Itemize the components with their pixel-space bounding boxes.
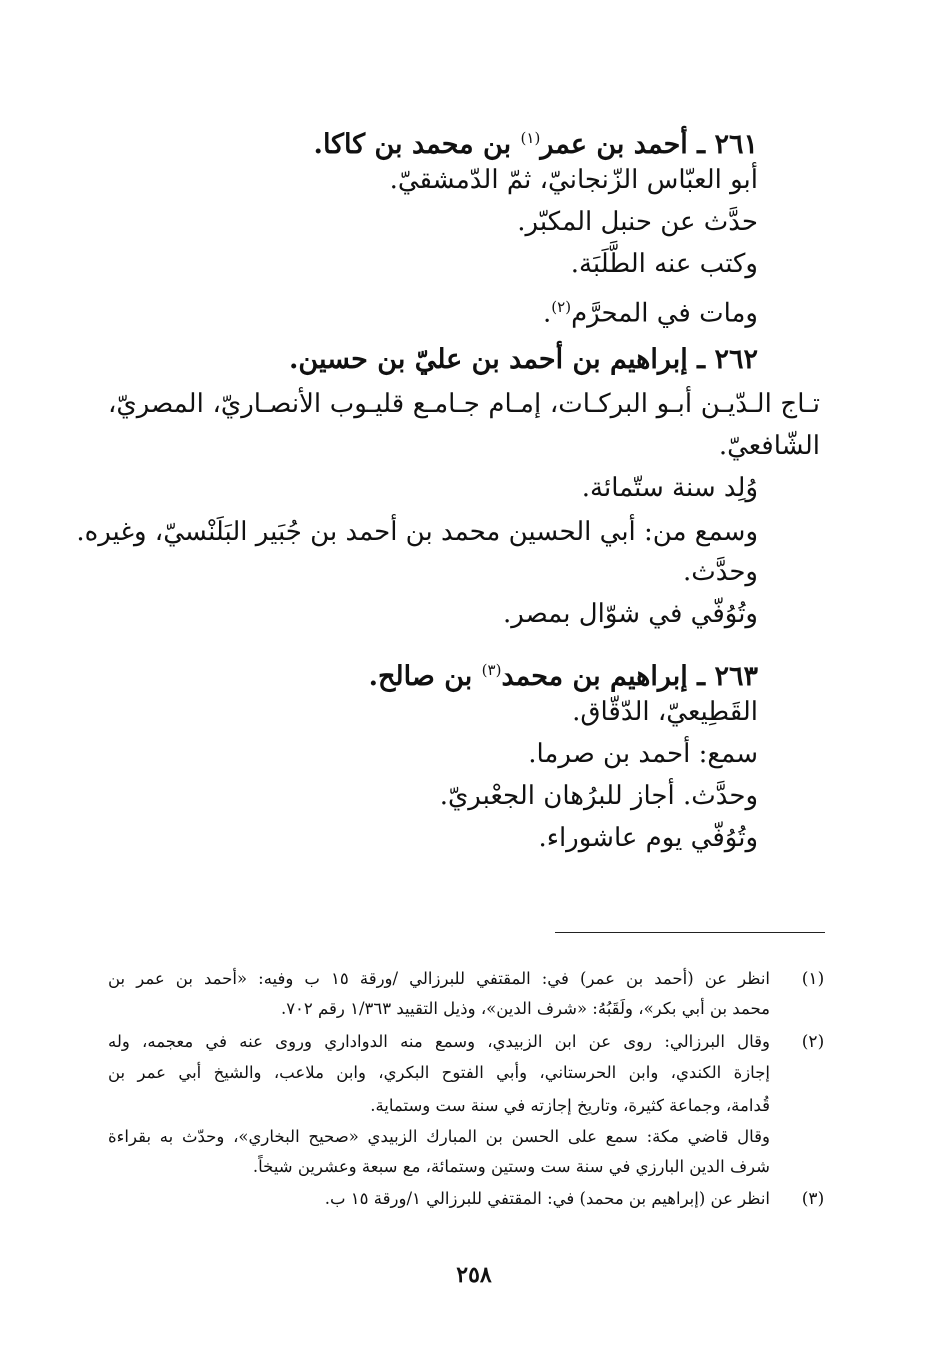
footnote-ref[interactable]: (١) [520, 129, 541, 147]
entry-heading: ٢٦١ ـ أحمد بن عمر$^{(١)}$ بن محمد بن كاكا. [313, 129, 758, 160]
footnote-line: انظر عن (أحمد بن عمر) في: المقتفي للبرزالي /ورقة ١٥ ب وفيه: «أحمد بن عمر بن [108, 969, 770, 988]
entry-line: أبو العبّاس الزّنجانيّ، ثمّ الدّمشقيّ. [389, 165, 758, 195]
footnote-line: إجازة الكندي، وابن الحرستاني، وأبي الفتوح البكري، وابن ملاعب، والشيخ أبي عمر بن [108, 1063, 770, 1082]
footnote-number: (٢) [801, 1032, 825, 1052]
page-number: ٢٥٨ [456, 1262, 492, 1288]
footnote-line: قُدامة، وجماعة كثيرة، وتاريخ إجازته في سنة ست وستماية. [370, 1096, 770, 1115]
entry-line: تـاج الـدّيـن أبـو البركـات، إمـام جـامـع قليـوب الأنصـاريّ، المصريّ، [108, 389, 820, 419]
footnote-line: وقال البرزالي: روى عن ابن الزبيدي، وسمع منه الدواداري وروى عنه في معجمه، وله [108, 1032, 770, 1051]
entry-heading: ٢٦٣ ـ إبراهيم بن محمد$^{(٣)}$ بن صالح. [368, 661, 758, 692]
entry-line: ومات في المحرَّم$^{(٢)}$. [543, 298, 758, 329]
footnote-line: انظر عن (إبراهيم بن محمد) في: المقتفي للبرزالي ١/ورقة ١٥ ب. [324, 1189, 770, 1208]
footnote-ref[interactable]: (٣) [481, 661, 502, 679]
footnote-line: محمد بن أبي بكر»، ولَقَبُهُ: «شرف الدين»، وذيل التقييد ١/٣٦٣ رقم ٧٠٢. [280, 999, 770, 1018]
entry-line: وحدَّث. أجاز للبرُهان الجعْبريّ. [439, 781, 758, 811]
entry-line: وكتب عنه الطَّلَبَة. [570, 249, 758, 279]
entry-line-continuation: الشّافعيّ. [718, 431, 820, 461]
entry-line: وتُوُفّي يوم عاشوراء. [538, 823, 758, 853]
footnote-line: شرف الدين البارزي في سنة ست وستين وستمائة، مع سبعة وعشرين شيخاً. [252, 1157, 770, 1176]
entry-line: وُلِد سنة ستّمائة. [581, 473, 758, 503]
entry-line: حدَّث عن حنبل المكبّر. [517, 207, 758, 237]
entry-line: وسمع من: أبي الحسين محمد بن أحمد بن جُبَير البَلَنْسيّ، وغيره. [76, 517, 758, 547]
entry-line: وتُوُفّي في شوّال بمصر. [503, 599, 758, 629]
entry-line: سمع: أحمد بن صرما. [528, 739, 758, 769]
footnote-number: (٣) [801, 1189, 825, 1209]
entry-line: وحدَّث. [682, 557, 758, 587]
footnote-ref[interactable]: (٢) [551, 298, 572, 316]
footnote-number: (١) [801, 969, 825, 989]
footnote-line: وقال قاضي مكة: سمع على الحسن بن المبارك الزبيدي «صحيح البخاري»، وحدّث به بقراءة [108, 1127, 770, 1146]
entry-heading: ٢٦٢ ـ إبراهيم بن أحمد بن عليّ بن حسين. [288, 344, 758, 375]
entry-line: القَطِيعيّ، الدّقّاق. [572, 697, 758, 727]
